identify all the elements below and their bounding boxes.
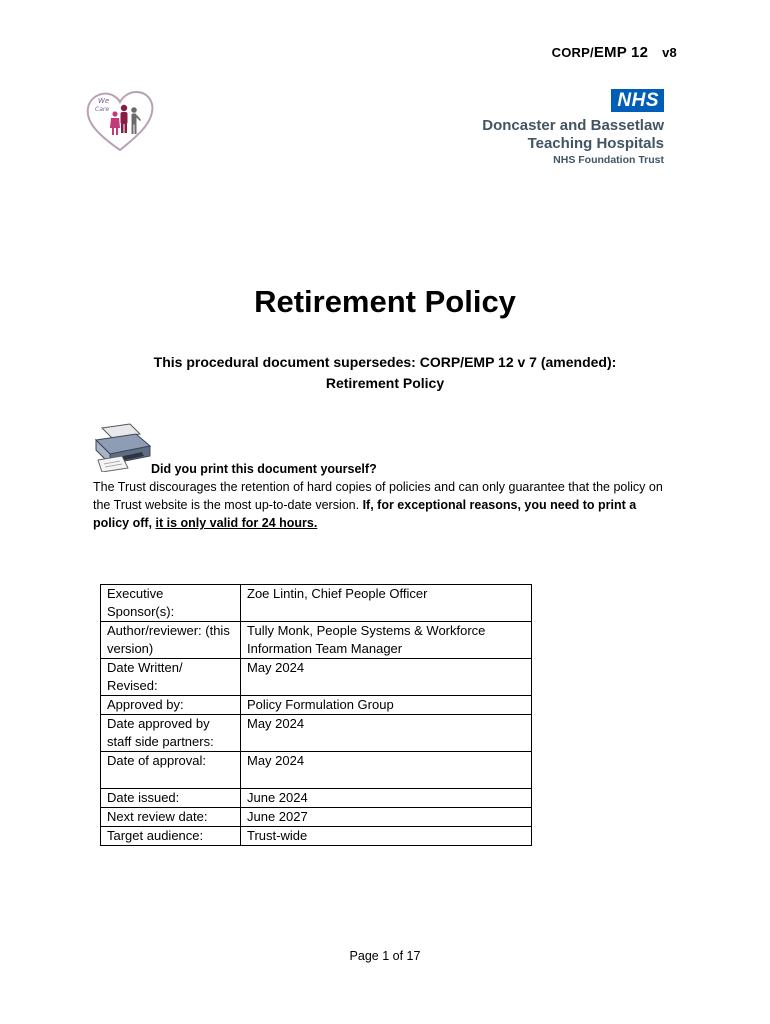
author-label: Author/reviewer: (this version) [101, 622, 241, 659]
date-approved-staff-value: May 2024 [241, 715, 532, 752]
ref-version: v8 [662, 45, 677, 60]
print-notice-text [93, 478, 673, 532]
table-row [101, 696, 532, 715]
target-audience-label: Target audience: [101, 827, 241, 846]
svg-text:Care: Care [95, 106, 110, 113]
org-name-line2: Teaching Hospitals [527, 135, 664, 152]
next-review-value: June 2027 [241, 808, 532, 827]
supersedes-note [100, 352, 670, 394]
author-value: Tully Monk, People Systems & Workforce Information Team Manager [241, 622, 532, 659]
policy-details-table [100, 584, 532, 846]
approved-by-label: Approved by: [101, 696, 241, 715]
table-row [101, 659, 532, 696]
approved-by-value: Policy Formulation Group [241, 696, 532, 715]
table-row [101, 715, 532, 752]
table-row [101, 622, 532, 659]
print-notice-body: The Trust discourages the retention of hard copies of policies and can only guarantee that the policy on the Trust website is the most up-to-date version. [93, 480, 663, 512]
date-written-label: Date Written/ Revised: [101, 659, 241, 696]
document-reference [552, 44, 677, 61]
org-name-line3: NHS Foundation Trust [553, 154, 664, 166]
target-audience-value: Trust-wide [241, 827, 532, 846]
page-number: Page 1 of 17 [349, 949, 421, 963]
table-row [101, 752, 532, 789]
ref-code: EMP 12 [593, 44, 649, 61]
print-notice-bold: If, for exceptional reasons, you need to print a policy off, [93, 498, 637, 530]
page-title: Retirement Policy [254, 284, 516, 319]
next-review-label: Next review date: [101, 808, 241, 827]
date-issued-label: Date issued: [101, 789, 241, 808]
we-care-logo [84, 88, 156, 154]
nhs-logo: NHS [611, 89, 664, 112]
date-of-approval-value: May 2024 [241, 752, 532, 789]
date-issued-value: June 2024 [241, 789, 532, 808]
print-notice-underlined: it is only valid for 24 hours. [155, 516, 318, 530]
trust-logo [482, 89, 664, 167]
executive-sponsor-label: Executive Sponsor(s): [101, 585, 241, 622]
date-approved-staff-label: Date approved by staff side partners: [101, 715, 241, 752]
org-name-line1: Doncaster and Bassetlaw [482, 117, 664, 134]
supersedes-line1: This procedural document supersedes: CORP/EMP 12 v 7 (amended): [153, 354, 617, 370]
ref-prefix: CORP/ [551, 45, 594, 60]
print-notice-heading: Did you print this document yourself? [151, 462, 377, 476]
supersedes-line2: Retirement Policy [325, 375, 445, 391]
table-row [101, 808, 532, 827]
table-row [101, 789, 532, 808]
date-written-value: May 2024 [241, 659, 532, 696]
table-row [101, 585, 532, 622]
svg-text:We: We [98, 97, 110, 105]
executive-sponsor-value: Zoe Lintin, Chief People Officer [241, 585, 532, 622]
date-of-approval-label: Date of approval: [101, 752, 241, 789]
table-row [101, 827, 532, 846]
printer-icon [92, 422, 152, 472]
